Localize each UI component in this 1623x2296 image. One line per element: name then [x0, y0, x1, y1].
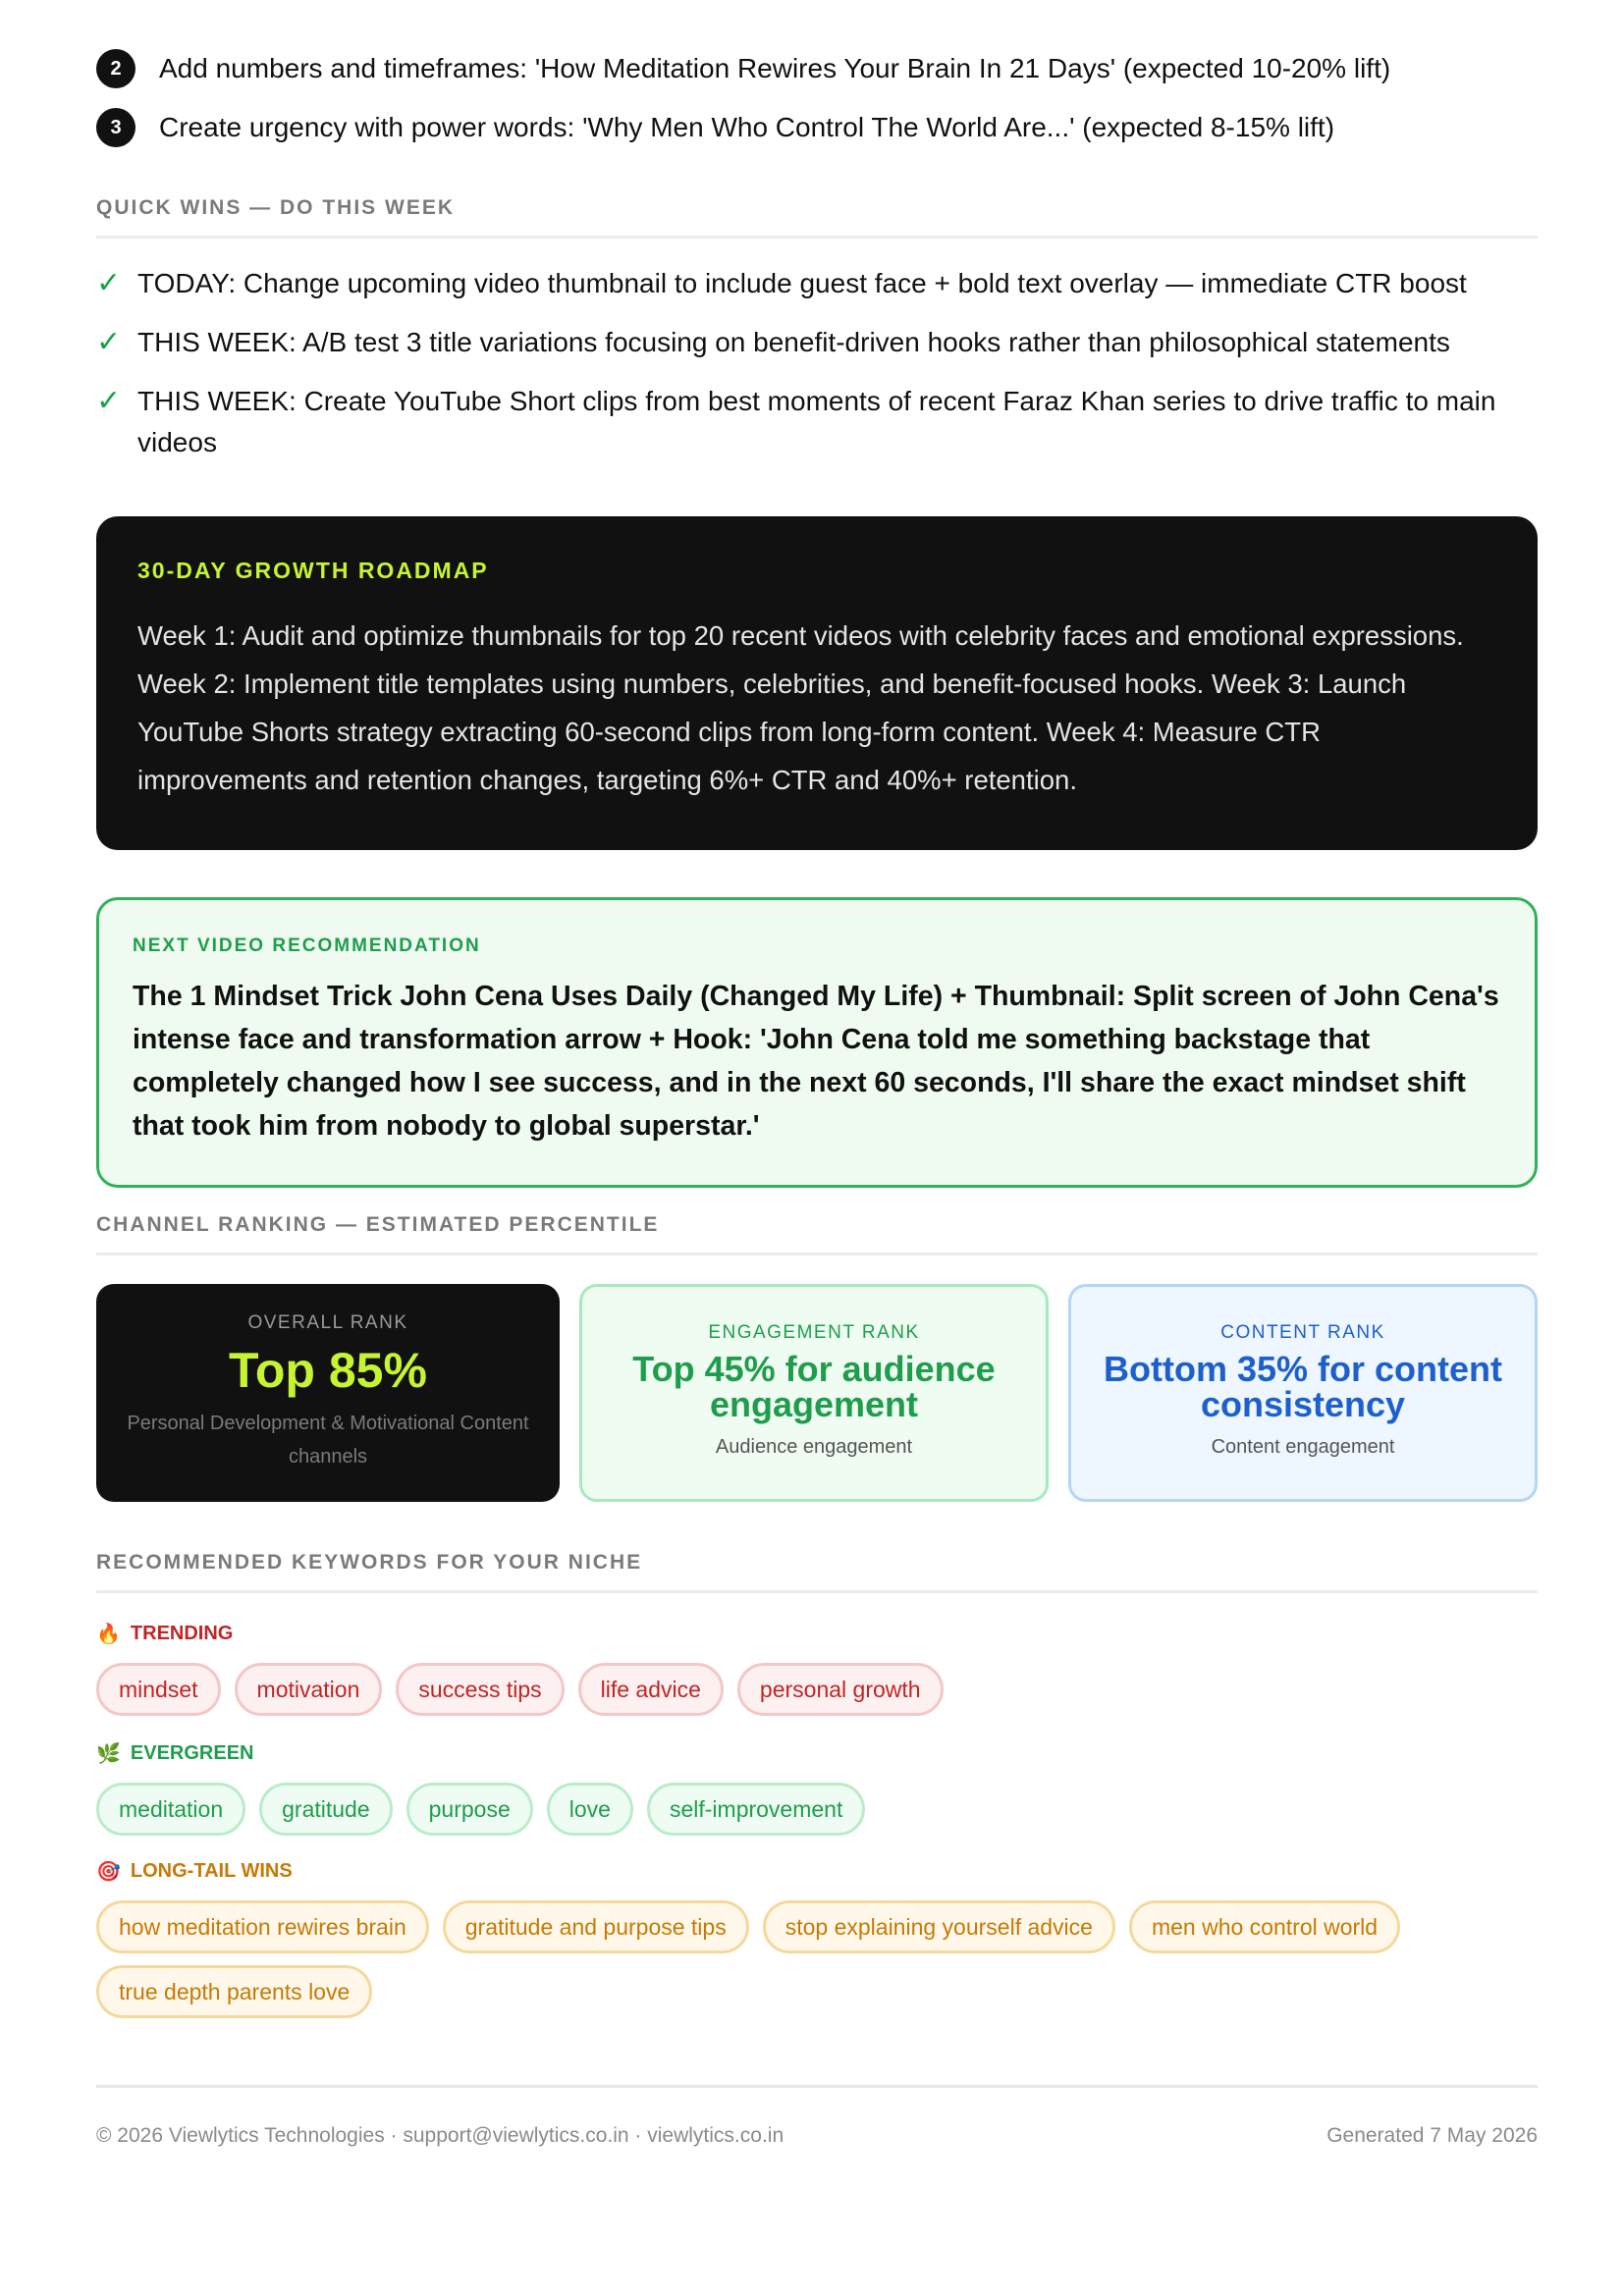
trending-keywords: [96, 1663, 1538, 1716]
keyword-chip[interactable]: gratitude and purpose tips: [443, 1900, 749, 1953]
next-video-body: The 1 Mindset Trick John Cena Uses Daily (Changed My Life) + Thumbnail: Split screen of John Cena's intense face and transformation arrow + Hook: 'John Cena told me something backstage that completely changed how I see success, and in the next 60 seconds, I'll share the exact mindset shift that took him from nobody to global superstar.': [133, 981, 1499, 1142]
rank-label: OVERALL RANK: [247, 1312, 408, 1333]
keyword-chip[interactable]: meditation: [96, 1783, 245, 1836]
checkmark-icon: ✓: [96, 267, 122, 299]
rank-label: CONTENT RANK: [1220, 1322, 1385, 1343]
quick-win-text: THIS WEEK: Create YouTube Short clips from best moments of recent Faraz Khan series to drive traffic to main videos: [137, 386, 1496, 457]
overall-rank-card: [96, 1284, 560, 1502]
rank-subtitle: Personal Development & Motivational Content channels: [127, 1413, 529, 1468]
quick-win-text: TODAY: Change upcoming video thumbnail to include guest face + bold text overlay — immediate CTR boost: [137, 268, 1467, 298]
keyword-chip[interactable]: success tips: [396, 1663, 564, 1716]
trending-heading: [96, 1622, 233, 1646]
content-rank-card: [1068, 1284, 1538, 1502]
longtail-label: LONG-TAIL WINS: [130, 1860, 293, 1882]
strategy-text: Create urgency with power words: 'Why Men Who Control The World Are...' (expected 8-15% lift): [159, 112, 1335, 142]
evergreen-keywords: [96, 1783, 1538, 1836]
keyword-chip[interactable]: personal growth: [737, 1663, 944, 1716]
keyword-chip[interactable]: self-improvement: [647, 1783, 865, 1836]
evergreen-label: EVERGREEN: [130, 1742, 254, 1764]
quick-wins-list: [96, 263, 1538, 481]
checkmark-icon: ✓: [96, 326, 122, 358]
quick-win-item: [96, 322, 1538, 363]
evergreen-heading: [96, 1741, 254, 1766]
keyword-chip[interactable]: love: [547, 1783, 633, 1836]
longtail-keywords: [96, 1900, 1538, 2018]
rank-value: Top 85%: [229, 1343, 427, 1398]
growth-roadmap-card: [96, 516, 1538, 850]
footer-copyright: © 2026 Viewlytics Technologies · support@viewlytics.co.in · viewlytics.co.in: [96, 2124, 784, 2147]
strategy-list: [96, 39, 1538, 157]
number-badge: 2: [96, 49, 135, 88]
longtail-heading: [96, 1859, 293, 1884]
keyword-chip[interactable]: men who control world: [1129, 1900, 1400, 1953]
keyword-chip[interactable]: true depth parents love: [96, 1965, 372, 2018]
keyword-chip[interactable]: mindset: [96, 1663, 221, 1716]
trending-label: TRENDING: [130, 1623, 234, 1644]
engagement-rank-card: [579, 1284, 1049, 1502]
strategy-text: Add numbers and timeframes: 'How Meditation Rewires Your Brain In 21 Days' (expected 10-20% lift): [159, 53, 1391, 83]
keyword-chip[interactable]: purpose: [406, 1783, 533, 1836]
rank-subtitle: Audience engagement: [715, 1436, 913, 1458]
roadmap-title: 30-DAY GROWTH ROADMAP: [137, 558, 489, 583]
keyword-chip[interactable]: life advice: [578, 1663, 724, 1716]
target-icon: 🎯: [96, 1861, 121, 1883]
rank-label: ENGAGEMENT RANK: [708, 1322, 920, 1343]
quick-win-item: [96, 381, 1538, 463]
quick-wins-heading: QUICK WINS — DO THIS WEEK: [96, 196, 1538, 239]
keyword-chip[interactable]: how meditation rewires brain: [96, 1900, 429, 1953]
keyword-chip[interactable]: motivation: [235, 1663, 383, 1716]
rank-subtitle: Content engagement: [1211, 1436, 1395, 1458]
footer-generated-date: Generated 7 May 2026: [1326, 2124, 1538, 2147]
fire-icon: 🔥: [96, 1624, 121, 1645]
ranking-heading: CHANNEL RANKING — ESTIMATED PERCENTILE: [96, 1213, 1538, 1255]
number-badge: 3: [96, 108, 135, 147]
leaf-icon: 🌿: [96, 1743, 121, 1765]
strategy-item: [96, 39, 1538, 98]
keyword-chip[interactable]: gratitude: [259, 1783, 393, 1836]
keywords-heading: RECOMMENDED KEYWORDS FOR YOUR NICHE: [96, 1551, 1538, 1593]
strategy-item: [96, 98, 1538, 157]
rank-value: Top 45% for audience engagement: [632, 1349, 996, 1424]
rank-cards: [96, 1284, 1538, 1502]
rank-value: Bottom 35% for content consistency: [1103, 1349, 1502, 1424]
quick-win-item: [96, 263, 1538, 304]
keyword-chip[interactable]: stop explaining yourself advice: [763, 1900, 1115, 1953]
next-video-card: [96, 897, 1538, 1188]
roadmap-body: Week 1: Audit and optimize thumbnails for top 20 recent videos with celebrity faces and emotional expressions. Week 2: Implement title templates using numbers, celebrities, and benefit-focused hooks. Week 3: Launch YouTube Shorts strategy extracting 60-second clips from long-form content. Week 4: Measure CTR improvements and retention changes, targeting 6%+ CTR and 40%+ retention.: [137, 620, 1464, 795]
next-video-title: NEXT VIDEO RECOMMENDATION: [133, 935, 481, 956]
quick-win-text: THIS WEEK: A/B test 3 title variations focusing on benefit-driven hooks rather than philosophical statements: [137, 327, 1450, 357]
checkmark-icon: ✓: [96, 385, 122, 417]
footer-divider: [96, 2085, 1538, 2088]
